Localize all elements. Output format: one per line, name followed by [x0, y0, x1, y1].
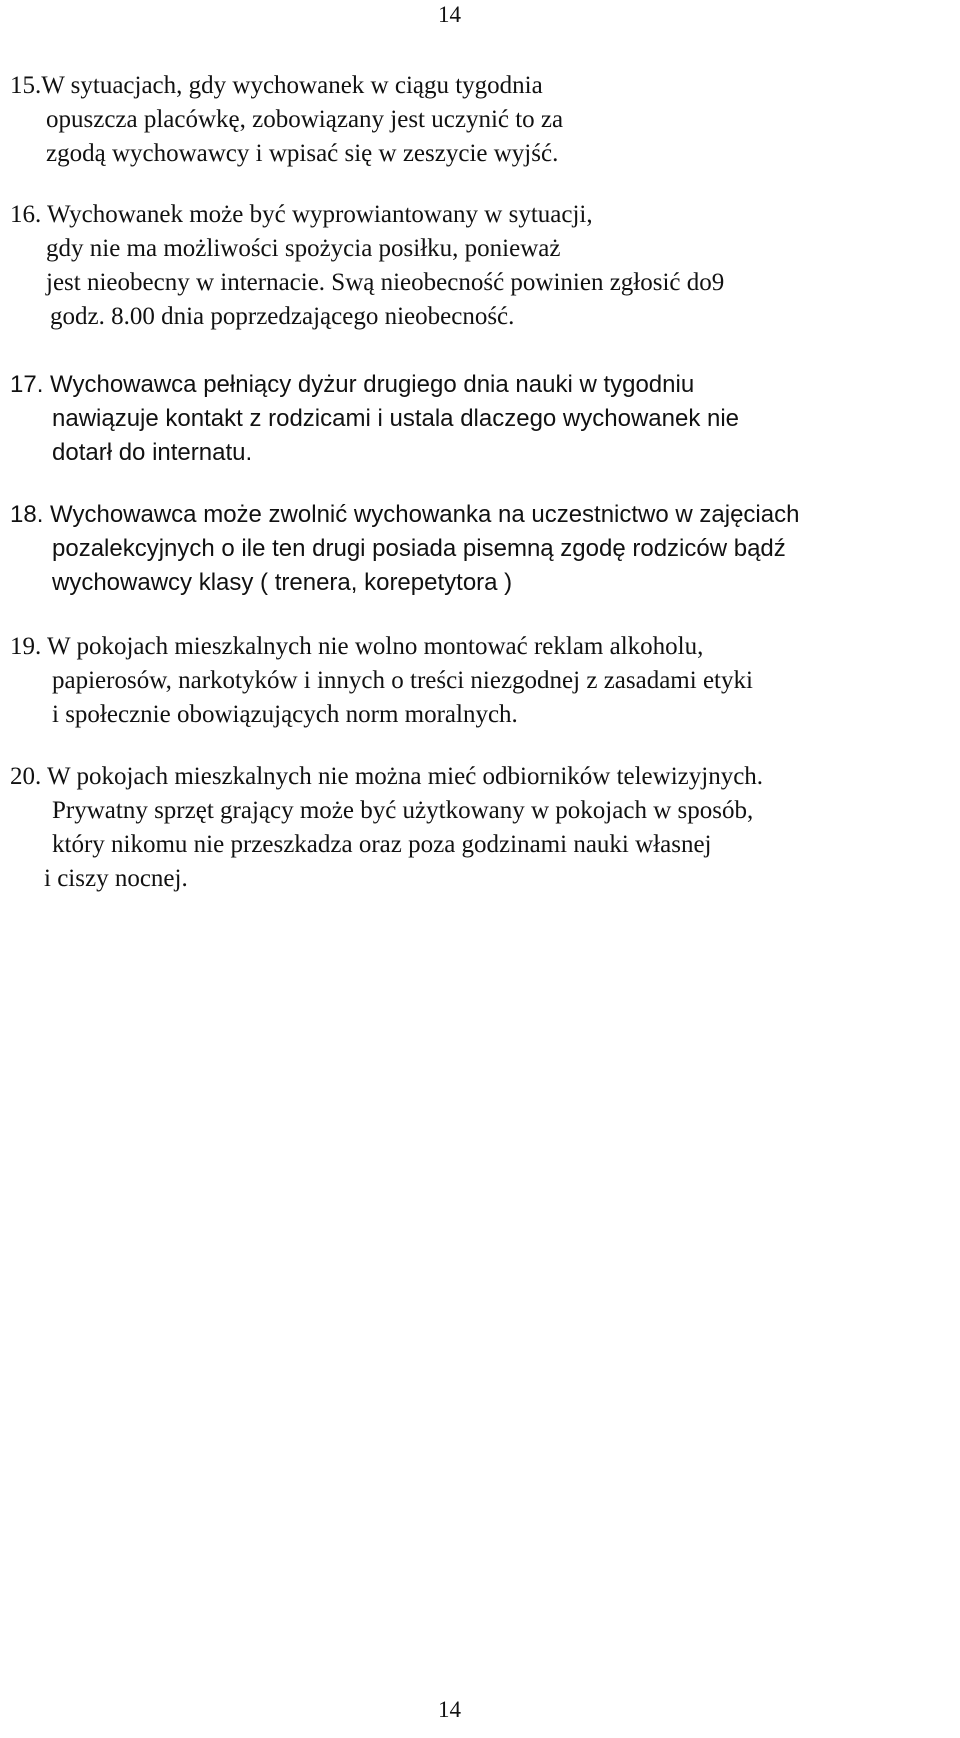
item-line: dotarł do internatu. — [52, 439, 253, 466]
page-number-bottom: 14 — [438, 1697, 461, 1722]
item-line: 17. Wychowawca pełniący dyżur drugiego dnia nauki w tygodniu — [10, 371, 695, 398]
item-line: papierosów, narkotyków i innych o treści niezgodnej z zasadami etyki — [52, 667, 753, 694]
page-number-top: 14 — [438, 2, 461, 27]
item-line: 18. Wychowawca może zwolnić wychowanka na uczestnictwo w zajęciach — [10, 501, 800, 528]
item-line: godz. 8.00 dnia poprzedzającego nieobecność. — [50, 303, 515, 330]
item-line: 19. W pokojach mieszkalnych nie wolno montować reklam alkoholu, — [10, 633, 704, 660]
item-line: Prywatny sprzęt grający może być użytkowany w pokojach w sposób, — [52, 797, 754, 824]
item-line: pozalekcyjnych o ile ten drugi posiada pisemną zgodę rodziców bądź — [52, 535, 786, 562]
item-line: i ciszy nocnej. — [44, 865, 188, 892]
item-line: jest nieobecny w internacie. Swą nieobecność powinien zgłosić do9 — [46, 269, 725, 296]
item-line: i społecznie obowiązujących norm moralnych. — [52, 701, 518, 728]
item-line: opuszcza placówkę, zobowiązany jest uczynić to za — [46, 106, 564, 133]
item-line: nawiązuje kontakt z rodzicami i ustala dlaczego wychowanek nie — [52, 405, 740, 432]
item-line: wychowawcy klasy ( trenera, korepetytora ) — [52, 569, 513, 596]
item-line: 15.W sytuacjach, gdy wychowanek w ciągu tygodnia — [10, 72, 543, 99]
item-line: gdy nie ma możliwości spożycia posiłku, ponieważ — [46, 235, 561, 262]
item-line: 16. Wychowanek może być wyprowiantowany w sytuacji, — [10, 201, 593, 228]
item-line: 20. W pokojach mieszkalnych nie można mieć odbiorników telewizyjnych. — [10, 763, 764, 790]
item-line: który nikomu nie przeszkadza oraz poza godzinami nauki własnej — [52, 831, 712, 858]
item-line: zgodą wychowawcy i wpisać się w zeszycie wyjść. — [46, 140, 559, 167]
